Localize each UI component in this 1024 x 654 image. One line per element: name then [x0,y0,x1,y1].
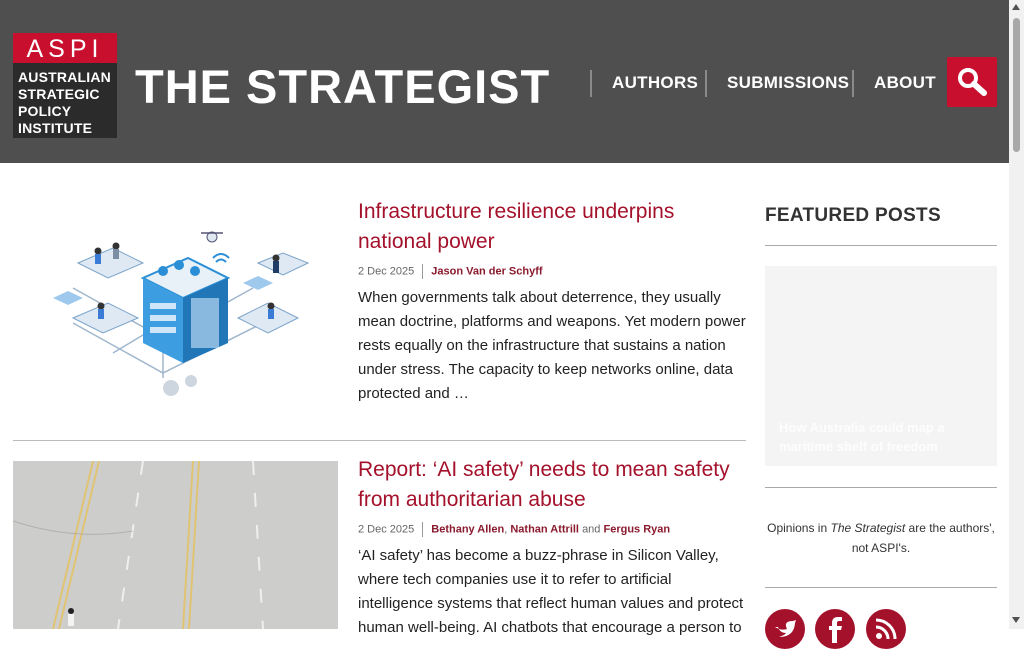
twitter-button[interactable] [765,609,805,649]
logo-line: AUSTRALIAN [18,69,111,85]
disclaimer-suffix: are the authors', not ASPI's. [851,521,995,555]
author-separator: , [504,523,508,536]
article-title[interactable]: Infrastructure resilience underpins national power [358,200,675,253]
article-author[interactable]: Bethany Allen [431,523,505,536]
article-date: 2 Dec 2025 [358,265,415,278]
meta-divider [422,264,423,279]
sidebar-divider [765,587,997,588]
disclaimer-publication: The Strategist [830,521,906,535]
rss-icon [866,609,906,649]
article-author[interactable]: Jason Van der Schyff [431,265,543,278]
logo-text [18,69,111,137]
article-excerpt: When governments talk about deterrence, they usually mean doctrine, platforms and weapons. Yet modern power rests equally on the infrastructure that sustains a nation under stress. The capacity to keep networks online, data protected and … [358,289,746,402]
twitter-icon [765,609,805,649]
facebook-button[interactable] [815,609,855,649]
meta-divider [422,522,423,537]
article-thumbnail[interactable] [13,461,338,629]
site-header [0,0,1009,163]
scroll-up-icon[interactable] [1012,4,1020,10]
article-meta [358,264,543,279]
nav-divider [590,70,592,97]
article-thumbnail[interactable] [13,203,338,418]
featured-posts-heading: FEATURED POSTS [765,205,941,226]
site-title[interactable]: THE STRATEGIST [135,60,551,113]
disclaimer-prefix: Opinions in [767,521,828,535]
page-scrollbar[interactable] [1009,0,1024,629]
featured-post-title[interactable]: How Australia could map a maritime shelf of freedom [779,420,945,454]
scroll-thumb[interactable] [1013,18,1020,152]
article-author[interactable]: Fergus Ryan [603,523,671,536]
article-excerpt: ‘AI safety’ has become a buzz-phrase in Silicon Valley, where tech companies use it to refer to artificial intelligence systems that reflect human values and protect human well-being. AI chatbots that encourage a person to [358,547,744,636]
search-button[interactable] [947,57,997,107]
logo-line: INSTITUTE [18,120,93,136]
logo-acronym: ASPI [13,33,117,63]
logo-line: POLICY [18,103,72,119]
article-divider [13,440,746,441]
nav-divider [852,70,854,97]
sidebar-divider [765,245,997,246]
article-title[interactable]: Report: ‘AI safety’ needs to mean safety from authoritarian abuse [358,458,730,511]
featured-post-card[interactable] [765,266,997,466]
street-photo [13,461,338,629]
logo-line: STRATEGIC [18,86,100,102]
sidebar-divider [765,487,997,488]
nav-divider [705,70,707,97]
opinion-disclaimer [765,518,997,558]
nav-submissions[interactable]: SUBMISSIONS [727,73,850,92]
facebook-icon [815,609,855,649]
rss-button[interactable] [866,609,906,649]
article-meta [358,522,670,537]
nav-authors[interactable]: AUTHORS [612,73,699,92]
article-date: 2 Dec 2025 [358,523,415,536]
scroll-down-icon[interactable] [1012,617,1020,623]
aspi-logo[interactable] [13,33,117,138]
article-author[interactable]: Nathan Attrill [510,523,579,536]
infrastructure-illustration [13,203,338,418]
author-separator: and [582,523,601,536]
nav-about[interactable]: ABOUT [874,73,936,92]
search-icon [947,57,997,107]
